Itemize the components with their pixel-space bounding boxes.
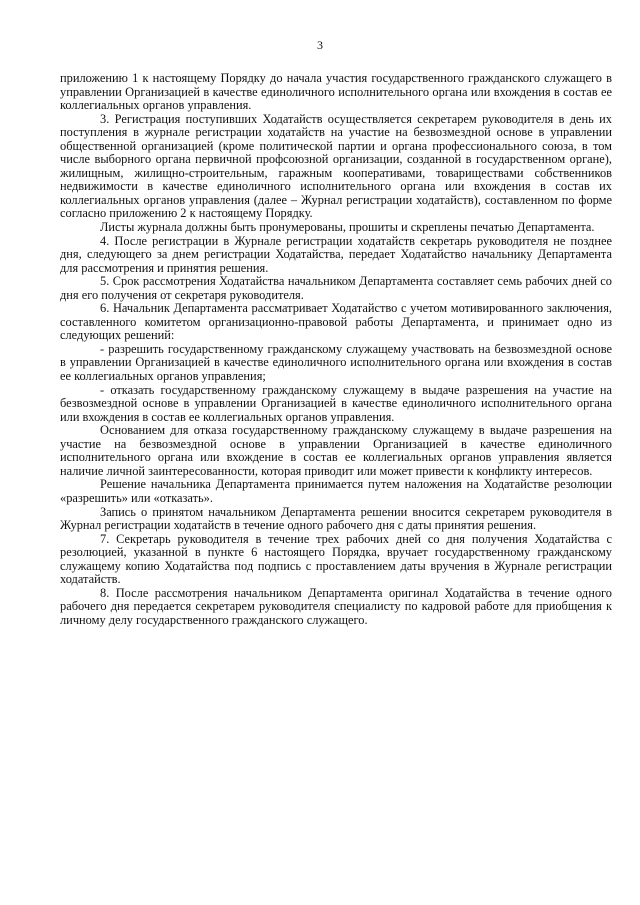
- list-item: - отказать государственному гражданскому служащему в выдаче разрешения на участие на безвозмездной основе в управлении Организацией в качестве единоличного исполнительного органа или вхождения в состав ее коллегиальных органов управления.: [60, 382, 612, 424]
- list-item: - разрешить государственному гражданскому служащему участвовать на безвозмездной основе в управлении Организацией в качестве единоличного исполнительного органа или вхождения в состав ее коллегиальных органов управления;: [60, 341, 612, 384]
- paragraph: 3. Регистрация поступивших Ходатайств осуществляется секретарем руководителя в день их поступления в журнале регистрации ходатайств на участие на безвозмездной основе в управлении общественной организацией (кроме политической партии и органа профессионального союза, в том числе выборного органа первичной профсоюзной организации, созданной в государственном органе), жилищным, жилищно-строительным, гаражным кооперативами, товариществами собственников недвижимости в качестве единоличного исполнительного органа или вхождения в состав их коллегиальных органов управления (далее – Журнал регистрации ходатайств), составленном по форме согласно приложению 2 к настоящему Порядку.: [60, 111, 612, 221]
- paragraph: Решение начальника Департамента принимается путем наложения на Ходатайстве резолюции «разрешить» или «отказать».: [60, 477, 612, 505]
- paragraph: Основанием для отказа государственному гражданскому служащему в выдаче разрешения на участие на безвозмездной основе в управлении Организацией в качестве единоличного исполнительного органа или вхождение в состав ее коллегиальных органов управления является наличие личной заинтересованности, которая приводит или может привести к конфликту интересов.: [60, 423, 612, 478]
- document-body: [60, 72, 612, 627]
- page-number: 3: [317, 38, 323, 52]
- paragraph: приложению 1 к настоящему Порядку до начала участия государственного гражданского служащего в управлении Организацией в качестве единоличного исполнительного органа или вхождения в состав ее коллегиальных органов управления.: [60, 71, 612, 113]
- paragraph: 8. После рассмотрения начальником Департамента оригинал Ходатайства в течение одного рабочего дня передается секретарем руководителя специалисту по кадровой работе для приобщения к личному делу государственного гражданского служащего.: [60, 585, 612, 627]
- paragraph: 5. Срок рассмотрения Ходатайства начальником Департамента составляет семь рабочих дней со дня его получения от секретаря руководителя.: [60, 274, 612, 302]
- paragraph: 7. Секретарь руководителя в течение трех рабочих дней со дня получения Ходатайства с резолюцией, указанной в пункте 6 настоящего Порядка, вручает государственному гражданскому служащему копию Ходатайства под подпись с проставлением даты вручения в Журнале регистрации ходатайств.: [60, 531, 612, 587]
- paragraph: Запись о принятом начальником Департамента решении вносится секретарем руководителя в Журнал регистрации ходатайств в течение одного рабочего дня с даты принятия решения.: [60, 504, 612, 533]
- paragraph: Листы журнала должны быть пронумерованы, прошиты и скреплены печатью Департамента.: [100, 220, 595, 235]
- paragraph: 4. После регистрации в Журнале регистрации ходатайств секретарь руководителя не позднее дня, следующего за днем регистрации Ходатайства, передает Ходатайство начальнику Департамента для рассмотрения и принятия решения.: [60, 233, 612, 275]
- paragraph: 6. Начальник Департамента рассматривает Ходатайство с учетом мотивированного заключения, составленного комитетом организационно-правовой работы Департамента, и принимает одно из следующих решений:: [60, 301, 612, 343]
